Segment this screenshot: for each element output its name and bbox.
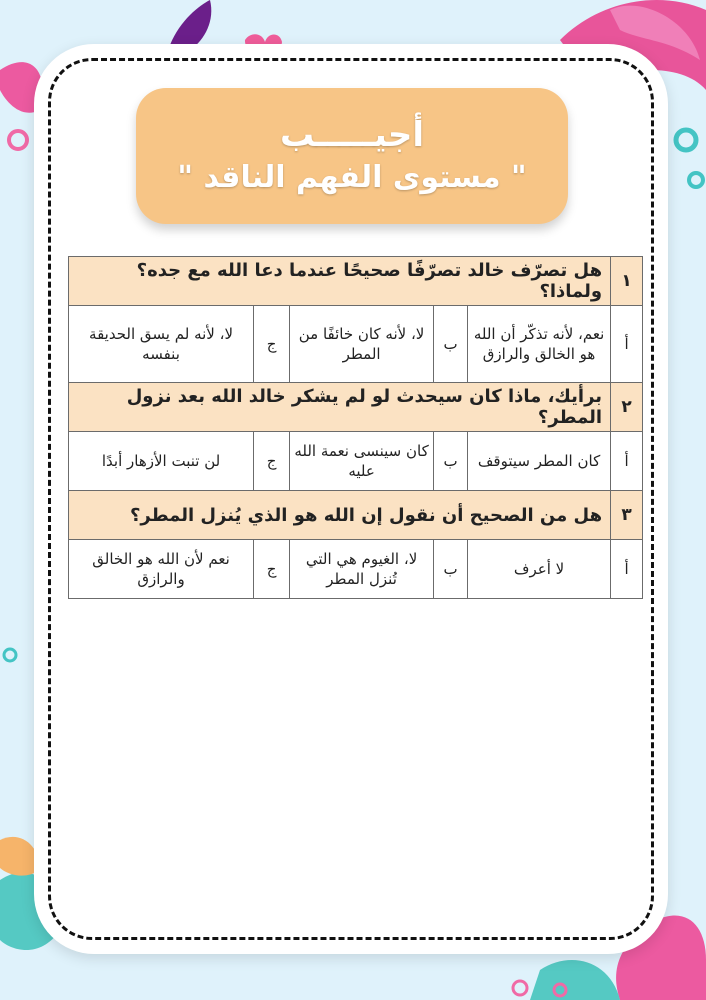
- options-row: [69, 306, 643, 383]
- option-letter: ب: [434, 306, 468, 383]
- option-text[interactable]: لا، لأنه كان خائفًا من المطر: [290, 306, 434, 383]
- question-number: ١: [611, 257, 643, 306]
- ring-bottom-1: [513, 981, 527, 995]
- question-row: [69, 383, 643, 432]
- ring-right-1: [676, 130, 696, 150]
- purple-leaf-top: [170, 0, 211, 50]
- option-text[interactable]: كان المطر سيتوقف: [468, 432, 611, 491]
- question-text: برأيك، ماذا كان سيحدث لو لم يشكر خالد الله بعد نزول المطر؟: [69, 383, 611, 432]
- page-title: أجيـــــب: [279, 115, 425, 155]
- option-text[interactable]: لا، لأنه لم يسق الحديقة بنفسه: [69, 306, 254, 383]
- options-row: [69, 540, 643, 599]
- questions-table: [68, 256, 643, 599]
- worksheet-card: [34, 44, 668, 954]
- teal-leaf-bottom: [530, 960, 620, 1000]
- question-text: هل من الصحيح أن نقول إن الله هو الذي يُنزل المطر؟: [69, 491, 611, 540]
- ring-left-2: [4, 649, 16, 661]
- question-row: [69, 491, 643, 540]
- ring-left-1: [9, 131, 27, 149]
- question-text: هل تصرّف خالد تصرّفًا صحيحًا عندما دعا الله مع جده؟ ولماذا؟: [69, 257, 611, 306]
- option-letter: ج: [254, 432, 290, 491]
- option-letter: ب: [434, 540, 468, 599]
- option-letter: ج: [254, 306, 290, 383]
- option-text[interactable]: لن تنبت الأزهار أبدًا: [69, 432, 254, 491]
- question-number: ٢: [611, 383, 643, 432]
- option-text[interactable]: نعم لأن الله هو الخالق والرازق: [69, 540, 254, 599]
- options-row: [69, 432, 643, 491]
- question-number: ٣: [611, 491, 643, 540]
- option-text[interactable]: كان سينسى نعمة الله عليه: [290, 432, 434, 491]
- option-text[interactable]: نعم، لأنه تذكّر أن الله هو الخالق والرازق: [468, 306, 611, 383]
- option-letter: أ: [611, 306, 643, 383]
- option-text[interactable]: لا، الغيوم هي التي تُنزل المطر: [290, 540, 434, 599]
- option-letter: ب: [434, 432, 468, 491]
- option-letter: أ: [611, 540, 643, 599]
- title-banner: [136, 88, 568, 224]
- page-subtitle: " مستوى الفهم الناقد ": [177, 160, 527, 195]
- option-letter: أ: [611, 432, 643, 491]
- question-row: [69, 257, 643, 306]
- ring-right-2: [689, 173, 703, 187]
- option-letter: ج: [254, 540, 290, 599]
- option-text[interactable]: لا أعرف: [468, 540, 611, 599]
